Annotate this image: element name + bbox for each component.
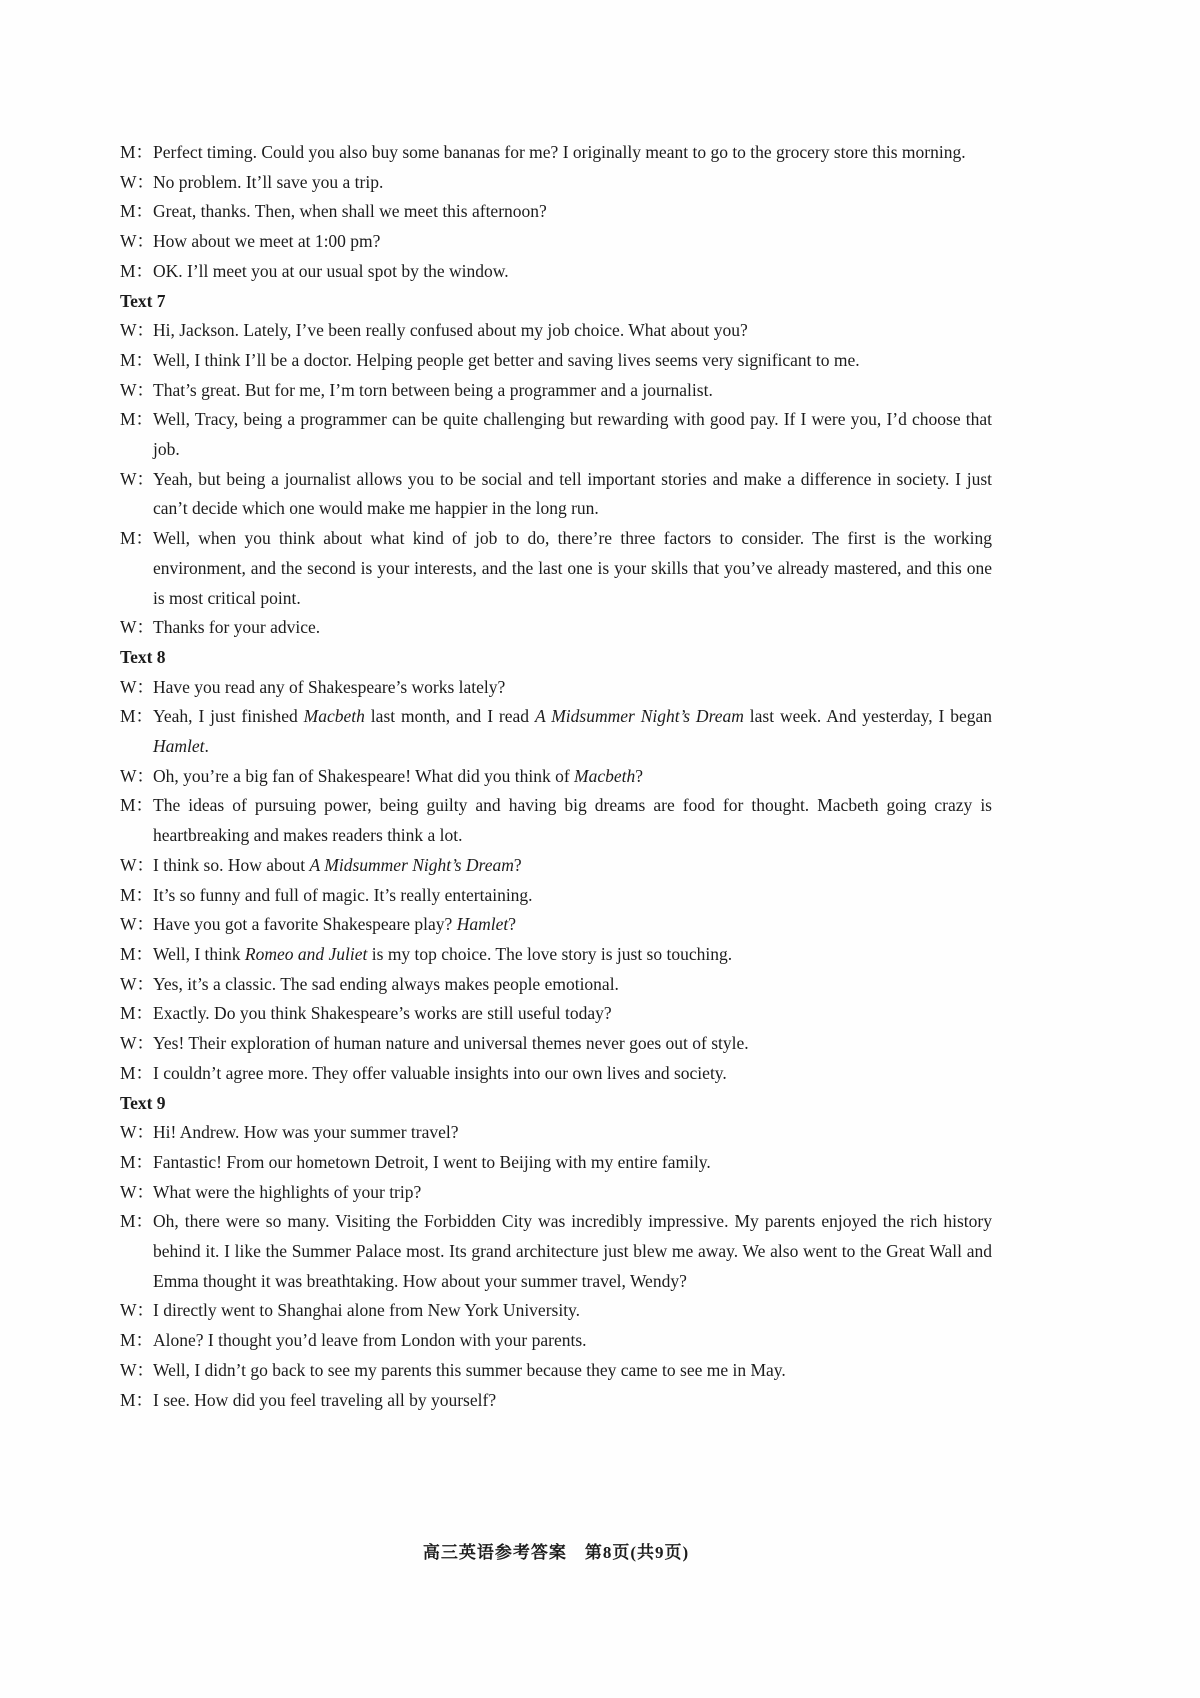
dialogue-text: Oh, you’re a big fan of Shakespeare! What did you think of xyxy=(153,765,575,786)
footer-text: 高三英语参考答案 第8页(共9页) xyxy=(422,1543,690,1562)
speaker-label: W： xyxy=(120,765,155,786)
speaker-label: W： xyxy=(120,468,155,489)
dialogue-text: is my top choice. The love story is just so touching. xyxy=(367,943,733,964)
dialogue-text: Yes! Their exploration of human nature and universal themes never goes out of style. xyxy=(153,1033,749,1054)
speaker-label: W： xyxy=(120,1122,155,1143)
dialogue-line xyxy=(120,910,992,940)
speaker-label: W： xyxy=(120,617,155,638)
dialogue-text: Great, thanks. Then, when shall we meet this afternoon? xyxy=(153,201,547,222)
dialogue-text: Have you read any of Shakespeare’s works lately? xyxy=(153,676,506,697)
dialogue-text: Oh, there were so many. Visiting the Forbidden City was incredibly impressive. My parents enjoyed the rich history behind it. I like the Summer Palace most. Its grand architecture just blew me away. We also went to the Great Wall and Emma thought it was breathtaking. How about your summer travel, Wendy? xyxy=(153,1211,992,1291)
speaker-label: M： xyxy=(120,1151,154,1172)
speaker-label: M： xyxy=(120,201,154,222)
dialogue-text: I couldn’t agree more. They offer valuable insights into our own lives and society. xyxy=(153,1062,727,1083)
dialogue-line xyxy=(120,1386,992,1416)
dialogue-line xyxy=(120,970,992,1000)
dialogue-line xyxy=(120,316,992,346)
dialogue-line xyxy=(120,702,992,761)
dialogue-line xyxy=(120,1059,992,1089)
dialogue-line xyxy=(120,791,992,850)
dialogue-text: Have you got a favorite Shakespeare play? xyxy=(153,914,457,935)
dialogue-text: I directly went to Shanghai alone from New York University. xyxy=(153,1300,581,1321)
dialogue-text: It’s so funny and full of magic. It’s really entertaining. xyxy=(153,884,533,905)
dialogue-text: Fantastic! From our hometown Detroit, I went to Beijing with my entire family. xyxy=(153,1151,711,1172)
speaker-label: M： xyxy=(120,349,154,370)
speaker-label: M： xyxy=(120,1330,154,1351)
speaker-label: W： xyxy=(120,676,155,697)
page-footer xyxy=(120,1538,992,1568)
dialogue-text: Yeah, but being a journalist allows you to be social and tell important stories and make a difference in society. I just can’t decide which one would make me happier in the long run. xyxy=(153,468,992,519)
dialogue-text: OK. I’ll meet you at our usual spot by the window. xyxy=(153,260,509,281)
speaker-label: M： xyxy=(120,1389,154,1410)
dialogue-text: The ideas of pursuing power, being guilty and having big dreams are food for thought. Macbeth going crazy is heartbreaking and makes readers think a lot. xyxy=(153,795,992,846)
dialogue-line xyxy=(120,673,992,703)
dialogue-text: Exactly. Do you think Shakespeare’s works are still useful today? xyxy=(153,1003,612,1024)
dialogue-line xyxy=(120,881,992,911)
speaker-label: M： xyxy=(120,943,154,964)
dialogue-text: Yes, it’s a classic. The sad ending always makes people emotional. xyxy=(153,973,619,994)
dialogue-line xyxy=(120,1207,992,1296)
dialogue-text: Perfect timing. Could you also buy some bananas for me? I originally meant to go to the grocery store this morning. xyxy=(153,142,966,162)
dialogue-line xyxy=(120,1178,992,1208)
dialogue-text: last month, and I read xyxy=(364,706,535,727)
speaker-label: W： xyxy=(120,854,155,875)
dialogue-text: How about we meet at 1:00 pm? xyxy=(153,231,381,252)
speaker-label: W： xyxy=(120,914,155,935)
speaker-label: W： xyxy=(120,231,155,252)
dialogue-line xyxy=(120,138,992,168)
dialogue-line xyxy=(120,257,992,287)
dialogue-text: What were the highlights of your trip? xyxy=(153,1181,422,1202)
dialogue-line xyxy=(120,940,992,970)
speaker-label: M： xyxy=(120,1003,154,1024)
dialogue-text: Thanks for your advice. xyxy=(153,617,321,638)
speaker-label: M： xyxy=(120,1062,154,1083)
speaker-label: M： xyxy=(120,260,154,281)
dialogue-text: Well, I think I’ll be a doctor. Helping people get better and saving lives seems very significant to me. xyxy=(153,349,860,370)
dialogue-line xyxy=(120,613,992,643)
dialogue-line xyxy=(120,346,992,376)
dialogue-line xyxy=(120,762,992,792)
dialogue-line xyxy=(120,227,992,257)
work-title: Hamlet xyxy=(153,736,205,757)
speaker-label: W： xyxy=(120,171,155,192)
dialogue-line xyxy=(120,1118,992,1148)
dialogue-line xyxy=(120,524,992,613)
dialogue-text: No problem. It’ll save you a trip. xyxy=(153,171,384,192)
dialogue-line xyxy=(120,1148,992,1178)
dialogue-line xyxy=(120,405,992,464)
dialogue-line xyxy=(120,465,992,524)
dialogue-text: ? xyxy=(508,914,517,935)
transcript xyxy=(120,138,992,1415)
dialogue-text: last week. And yesterday, I began xyxy=(743,706,992,727)
dialogue-line xyxy=(120,1326,992,1356)
dialogue-text: I think so. How about xyxy=(153,854,310,875)
speaker-label: W： xyxy=(120,1359,155,1380)
dialogue-line xyxy=(120,999,992,1029)
dialogue-text: Yeah, I just finished xyxy=(153,706,304,727)
dialogue-text: That’s great. But for me, I’m torn between being a programmer and a journalist. xyxy=(153,379,713,400)
speaker-label: W： xyxy=(120,320,155,341)
dialogue-text: Hi, Jackson. Lately, I’ve been really confused about my job choice. What about you? xyxy=(153,320,748,341)
work-title: A Midsummer Night’s Dream xyxy=(309,854,514,875)
speaker-label: M： xyxy=(120,884,154,905)
dialogue-line xyxy=(120,1296,992,1326)
speaker-label: W： xyxy=(120,379,155,400)
dialogue-text: Alone? I thought you’d leave from London with your parents. xyxy=(153,1330,587,1351)
work-title: Romeo and Juliet xyxy=(244,943,368,964)
speaker-label: M： xyxy=(120,528,154,549)
speaker-label: M： xyxy=(120,706,154,727)
dialogue-text: Hi! Andrew. How was your summer travel? xyxy=(153,1122,459,1143)
dialogue-text: Well, I think xyxy=(153,943,245,964)
section-heading: Text 7 xyxy=(120,290,166,311)
work-title: Macbeth xyxy=(303,706,365,727)
speaker-label: W： xyxy=(120,973,155,994)
dialogue-text: . xyxy=(204,736,209,757)
dialogue-text: ? xyxy=(513,854,522,875)
dialogue-text: I see. How did you feel traveling all by yourself? xyxy=(153,1389,497,1410)
dialogue-text: Well, Tracy, being a programmer can be quite challenging but rewarding with good pay. If I were you, I’d choose that job. xyxy=(153,409,992,460)
dialogue-text: ? xyxy=(635,765,644,786)
dialogue-line xyxy=(120,376,992,406)
speaker-label: M： xyxy=(120,409,154,430)
speaker-label: M： xyxy=(120,142,154,162)
dialogue-line xyxy=(120,1356,992,1386)
dialogue-line xyxy=(120,197,992,227)
dialogue-line xyxy=(120,851,992,881)
work-title: A Midsummer Night’s Dream xyxy=(534,706,744,727)
work-title: Macbeth xyxy=(574,765,636,786)
dialogue-text: Well, I didn’t go back to see my parents this summer because they came to see me in May. xyxy=(153,1359,786,1380)
section-heading: Text 9 xyxy=(120,1092,166,1113)
speaker-label: M： xyxy=(120,1211,154,1232)
section-heading: Text 8 xyxy=(120,646,166,667)
speaker-label: W： xyxy=(120,1300,155,1321)
work-title: Hamlet xyxy=(456,914,509,935)
speaker-label: M： xyxy=(120,795,154,816)
dialogue-line xyxy=(120,1029,992,1059)
speaker-label: W： xyxy=(120,1181,155,1202)
speaker-label: W： xyxy=(120,1033,155,1054)
dialogue-line xyxy=(120,168,992,198)
dialogue-text: Well, when you think about what kind of job to do, there’re three factors to consider. The first is the working environment, and the second is your interests, and the last one is your skills that you’ve already mastered, and this one is most critical point. xyxy=(153,528,992,608)
